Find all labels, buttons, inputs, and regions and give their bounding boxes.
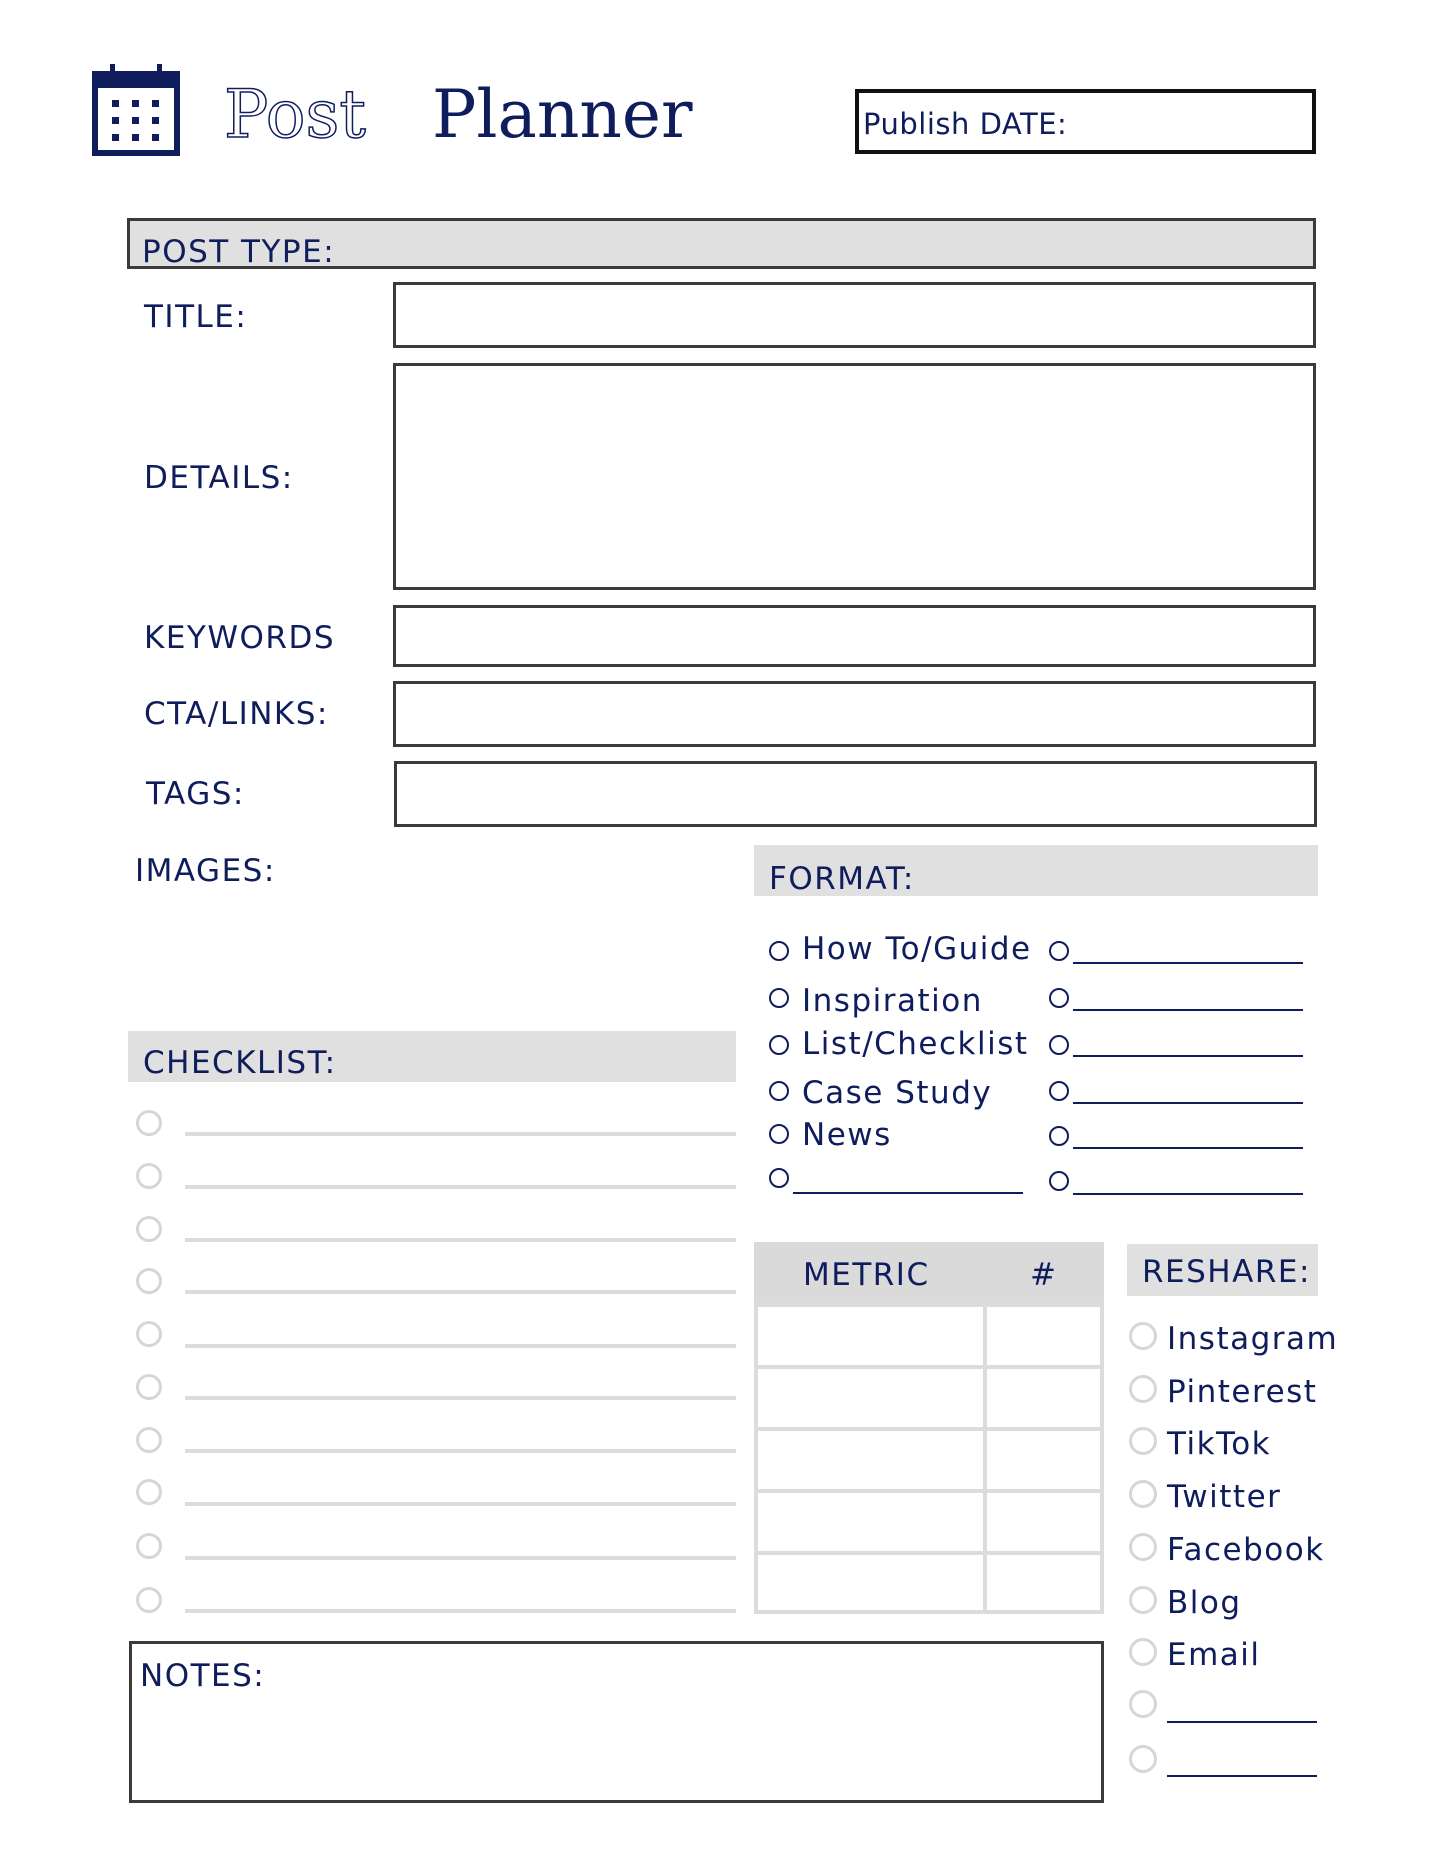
metric-column-header: METRIC	[803, 1257, 930, 1293]
reshare-radio[interactable]	[1129, 1322, 1157, 1350]
reshare-option[interactable]: Twitter	[1167, 1479, 1282, 1515]
format-option[interactable]: How To/Guide	[802, 931, 1032, 967]
reshare-option[interactable]: Pinterest	[1167, 1374, 1318, 1410]
title-post: Post	[224, 76, 366, 153]
checklist-line[interactable]	[185, 1185, 736, 1189]
format-option[interactable]: Case Study	[802, 1075, 993, 1111]
reshare-heading: RESHARE:	[1142, 1254, 1311, 1290]
reshare-header	[1127, 1244, 1318, 1296]
reshare-option[interactable]: Facebook	[1167, 1532, 1325, 1568]
reshare-radio[interactable]	[1129, 1480, 1157, 1508]
checklist-line[interactable]	[185, 1344, 736, 1348]
format-blank-line[interactable]	[1073, 962, 1303, 964]
reshare-option[interactable]: Email	[1167, 1637, 1261, 1673]
format-blank-line[interactable]	[1073, 1193, 1303, 1195]
cta-links-input[interactable]	[393, 681, 1316, 747]
format-radio[interactable]	[769, 941, 789, 961]
cta-links-label: CTA/LINKS:	[144, 696, 329, 732]
keywords-label: KEYWORDS	[144, 620, 335, 656]
count-cell[interactable]	[983, 1551, 1104, 1614]
format-radio[interactable]	[1049, 1035, 1069, 1055]
reshare-radio[interactable]	[1129, 1586, 1157, 1614]
checklist-line[interactable]	[185, 1449, 736, 1453]
reshare-radio[interactable]	[1129, 1427, 1157, 1455]
format-radio[interactable]	[769, 1168, 789, 1188]
metric-cell[interactable]	[754, 1551, 987, 1614]
format-option[interactable]: News	[802, 1117, 892, 1153]
title-input[interactable]	[393, 282, 1316, 348]
checklist-header	[128, 1031, 736, 1082]
format-blank-line[interactable]	[1073, 1009, 1303, 1011]
checklist-line[interactable]	[185, 1290, 736, 1294]
checklist-checkbox[interactable]	[136, 1374, 162, 1400]
tags-input[interactable]	[394, 761, 1317, 827]
format-radio[interactable]	[769, 1081, 789, 1101]
checklist-line[interactable]	[185, 1238, 736, 1242]
format-option[interactable]: List/Checklist	[802, 1026, 1029, 1062]
checklist-checkbox[interactable]	[136, 1268, 162, 1294]
checklist-checkbox[interactable]	[136, 1321, 162, 1347]
title-planner: Planner	[432, 76, 693, 153]
reshare-blank-line[interactable]	[1167, 1775, 1317, 1777]
format-radio[interactable]	[769, 1124, 789, 1144]
format-header	[754, 845, 1318, 896]
checklist-checkbox[interactable]	[136, 1587, 162, 1613]
format-blank-line[interactable]	[1073, 1147, 1303, 1149]
reshare-option[interactable]: Instagram	[1167, 1321, 1339, 1357]
checklist-line[interactable]	[185, 1396, 736, 1400]
format-radio[interactable]	[1049, 1081, 1069, 1101]
format-heading: FORMAT:	[769, 861, 915, 897]
format-radio[interactable]	[769, 988, 789, 1008]
reshare-option[interactable]: Blog	[1167, 1585, 1242, 1621]
reshare-blank-line[interactable]	[1167, 1721, 1317, 1723]
reshare-radio[interactable]	[1129, 1745, 1157, 1773]
format-blank-line[interactable]	[793, 1192, 1023, 1194]
reshare-radio[interactable]	[1129, 1690, 1157, 1718]
details-label: DETAILS:	[144, 460, 294, 496]
count-cell[interactable]	[983, 1427, 1104, 1493]
images-label: IMAGES:	[135, 853, 276, 889]
format-blank-line[interactable]	[1073, 1102, 1303, 1104]
format-radio[interactable]	[1049, 1126, 1069, 1146]
checklist-checkbox[interactable]	[136, 1216, 162, 1242]
metric-cell[interactable]	[754, 1303, 987, 1369]
format-option[interactable]: Inspiration	[802, 983, 983, 1019]
metric-cell[interactable]	[754, 1427, 987, 1493]
checklist-checkbox[interactable]	[136, 1533, 162, 1559]
reshare-radio[interactable]	[1129, 1533, 1157, 1561]
checklist-line[interactable]	[185, 1132, 736, 1136]
metric-cell[interactable]	[754, 1365, 987, 1431]
publish-date-field[interactable]	[855, 89, 1316, 154]
notes-heading: NOTES:	[140, 1658, 266, 1694]
checklist-checkbox[interactable]	[136, 1110, 162, 1136]
publish-date-label: Publish DATE:	[863, 107, 1068, 141]
reshare-radio[interactable]	[1129, 1375, 1157, 1403]
checklist-line[interactable]	[185, 1502, 736, 1506]
metric-cell[interactable]	[754, 1489, 987, 1555]
format-radio[interactable]	[1049, 1171, 1069, 1191]
format-radio[interactable]	[1049, 988, 1069, 1008]
post-type-field[interactable]	[127, 218, 1316, 269]
checklist-checkbox[interactable]	[136, 1427, 162, 1453]
metric-table-header	[754, 1242, 1104, 1307]
checklist-line[interactable]	[185, 1556, 736, 1560]
count-cell[interactable]	[983, 1303, 1104, 1369]
checklist-checkbox[interactable]	[136, 1163, 162, 1189]
title-label: TITLE:	[144, 299, 248, 335]
calendar-icon	[92, 64, 180, 156]
notes-field[interactable]	[129, 1641, 1104, 1803]
reshare-radio[interactable]	[1129, 1638, 1157, 1666]
checklist-checkbox[interactable]	[136, 1479, 162, 1505]
checklist-heading: CHECKLIST:	[143, 1045, 337, 1081]
reshare-option[interactable]: TikTok	[1167, 1426, 1272, 1462]
format-blank-line[interactable]	[1073, 1055, 1303, 1057]
keywords-input[interactable]	[393, 605, 1316, 667]
format-radio[interactable]	[1049, 941, 1069, 961]
details-input[interactable]	[393, 363, 1316, 590]
count-cell[interactable]	[983, 1489, 1104, 1555]
format-radio[interactable]	[769, 1035, 789, 1055]
count-cell[interactable]	[983, 1365, 1104, 1431]
checklist-line[interactable]	[185, 1609, 736, 1613]
post-type-label: POST TYPE:	[142, 234, 336, 270]
count-column-header: #	[1030, 1257, 1058, 1293]
tags-label: TAGS:	[146, 776, 245, 812]
